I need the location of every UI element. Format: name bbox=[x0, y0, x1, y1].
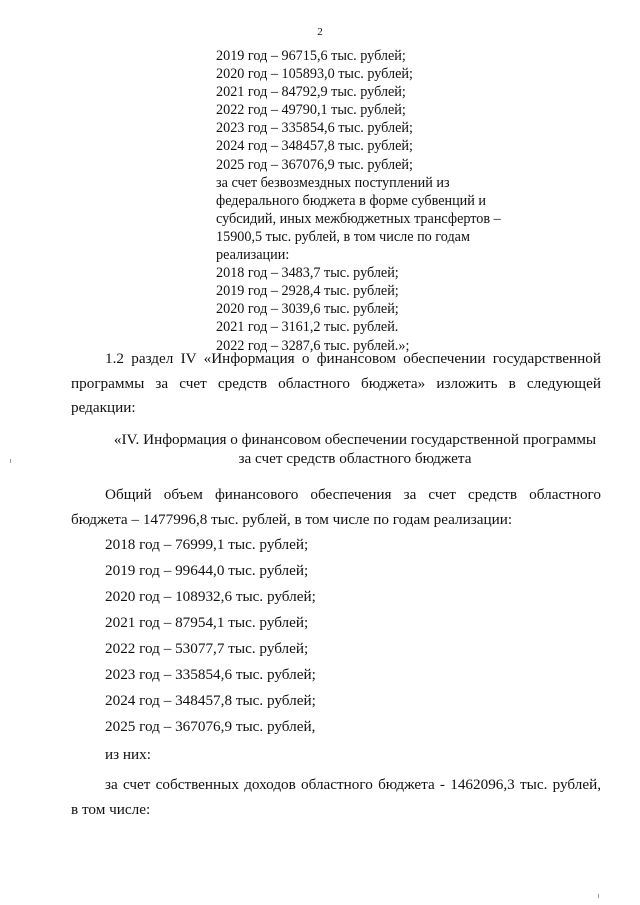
amendment-instruction bbox=[71, 347, 601, 421]
total-funding-paragraph bbox=[71, 483, 601, 532]
funding-line: 15900,5 тыс. рублей, в том числе по годам bbox=[216, 228, 470, 245]
scan-mark bbox=[10, 459, 11, 463]
own-revenue-line: за счет собственных доходов областного бюджета - 1462096,3 тыс. рублей, bbox=[105, 776, 601, 793]
instruction-line: 1.2 раздел IV «Информация о финансовом обеспечении государственной bbox=[105, 350, 601, 367]
funding-line: за счет безвозмездных поступлений из bbox=[216, 174, 450, 191]
funding-line: 2025 год – 367076,9 тыс. рублей; bbox=[216, 156, 413, 173]
funding-line: реализации: bbox=[216, 247, 290, 264]
total-line: Общий объем финансового обеспечения за счет средств областного bbox=[105, 486, 601, 503]
year-entry: 2022 год – 53077,7 тыс. рублей; bbox=[105, 640, 309, 657]
funding-line: 2024 год – 348457,8 тыс. рублей; bbox=[216, 138, 413, 155]
page-number: 2 bbox=[317, 26, 323, 38]
year-entry: 2024 год – 348457,8 тыс. рублей; bbox=[105, 692, 316, 709]
instruction-line: редакции: bbox=[71, 399, 136, 416]
section-heading-line: за счет средств областного бюджета bbox=[238, 450, 472, 467]
of-which-label: из них: bbox=[105, 746, 151, 763]
year-entry: 2021 год – 87954,1 тыс. рублей; bbox=[105, 614, 309, 631]
funding-line: 2022 год – 49790,1 тыс. рублей; bbox=[216, 102, 406, 119]
funding-line: субсидий, иных межбюджетных трансфертов – bbox=[216, 210, 501, 227]
funding-line: 2018 год – 3483,7 тыс. рублей; bbox=[216, 265, 399, 282]
total-line: бюджета – 1477996,8 тыс. рублей, в том числе по годам реализации: bbox=[71, 510, 513, 528]
section-heading-line: «IV. Информация о финансовом обеспечении государственной программы bbox=[113, 431, 597, 448]
funding-line: 2021 год – 84792,9 тыс. рублей; bbox=[216, 84, 406, 101]
funding-line: 2019 год – 96715,6 тыс. рублей; bbox=[216, 48, 406, 64]
instruction-line: программы за счет средств областного бюджета» изложить в следующей bbox=[71, 374, 601, 392]
year-entry: 2018 год – 76999,1 тыс. рублей; bbox=[105, 536, 309, 553]
funding-line: 2020 год – 105893,0 тыс. рублей; bbox=[216, 66, 413, 83]
funding-line: 2022 год – 3287,6 тыс. рублей.»; bbox=[216, 337, 410, 354]
own-revenue-line: в том числе: bbox=[71, 800, 151, 818]
scan-mark bbox=[598, 894, 599, 898]
year-entry: 2023 год – 335854,6 тыс. рублей; bbox=[105, 666, 316, 683]
passport-funding-block bbox=[216, 47, 546, 355]
year-entry: 2020 год – 108932,6 тыс. рублей; bbox=[105, 588, 316, 605]
year-entry: 2019 год – 99644,0 тыс. рублей; bbox=[105, 562, 309, 579]
funding-line: 2019 год – 2928,4 тыс. рублей; bbox=[216, 283, 399, 300]
funding-line: 2020 год – 3039,6 тыс. рублей; bbox=[216, 301, 399, 318]
own-revenue-paragraph bbox=[71, 773, 601, 822]
year-entry: 2025 год – 367076,9 тыс. рублей, bbox=[105, 718, 316, 735]
funding-line: 2021 год – 3161,2 тыс. рублей. bbox=[216, 319, 399, 336]
funding-line: федерального бюджета в форме субвенций и bbox=[216, 192, 487, 209]
funding-line: 2023 год – 335854,6 тыс. рублей; bbox=[216, 120, 413, 137]
section-heading bbox=[100, 430, 610, 468]
